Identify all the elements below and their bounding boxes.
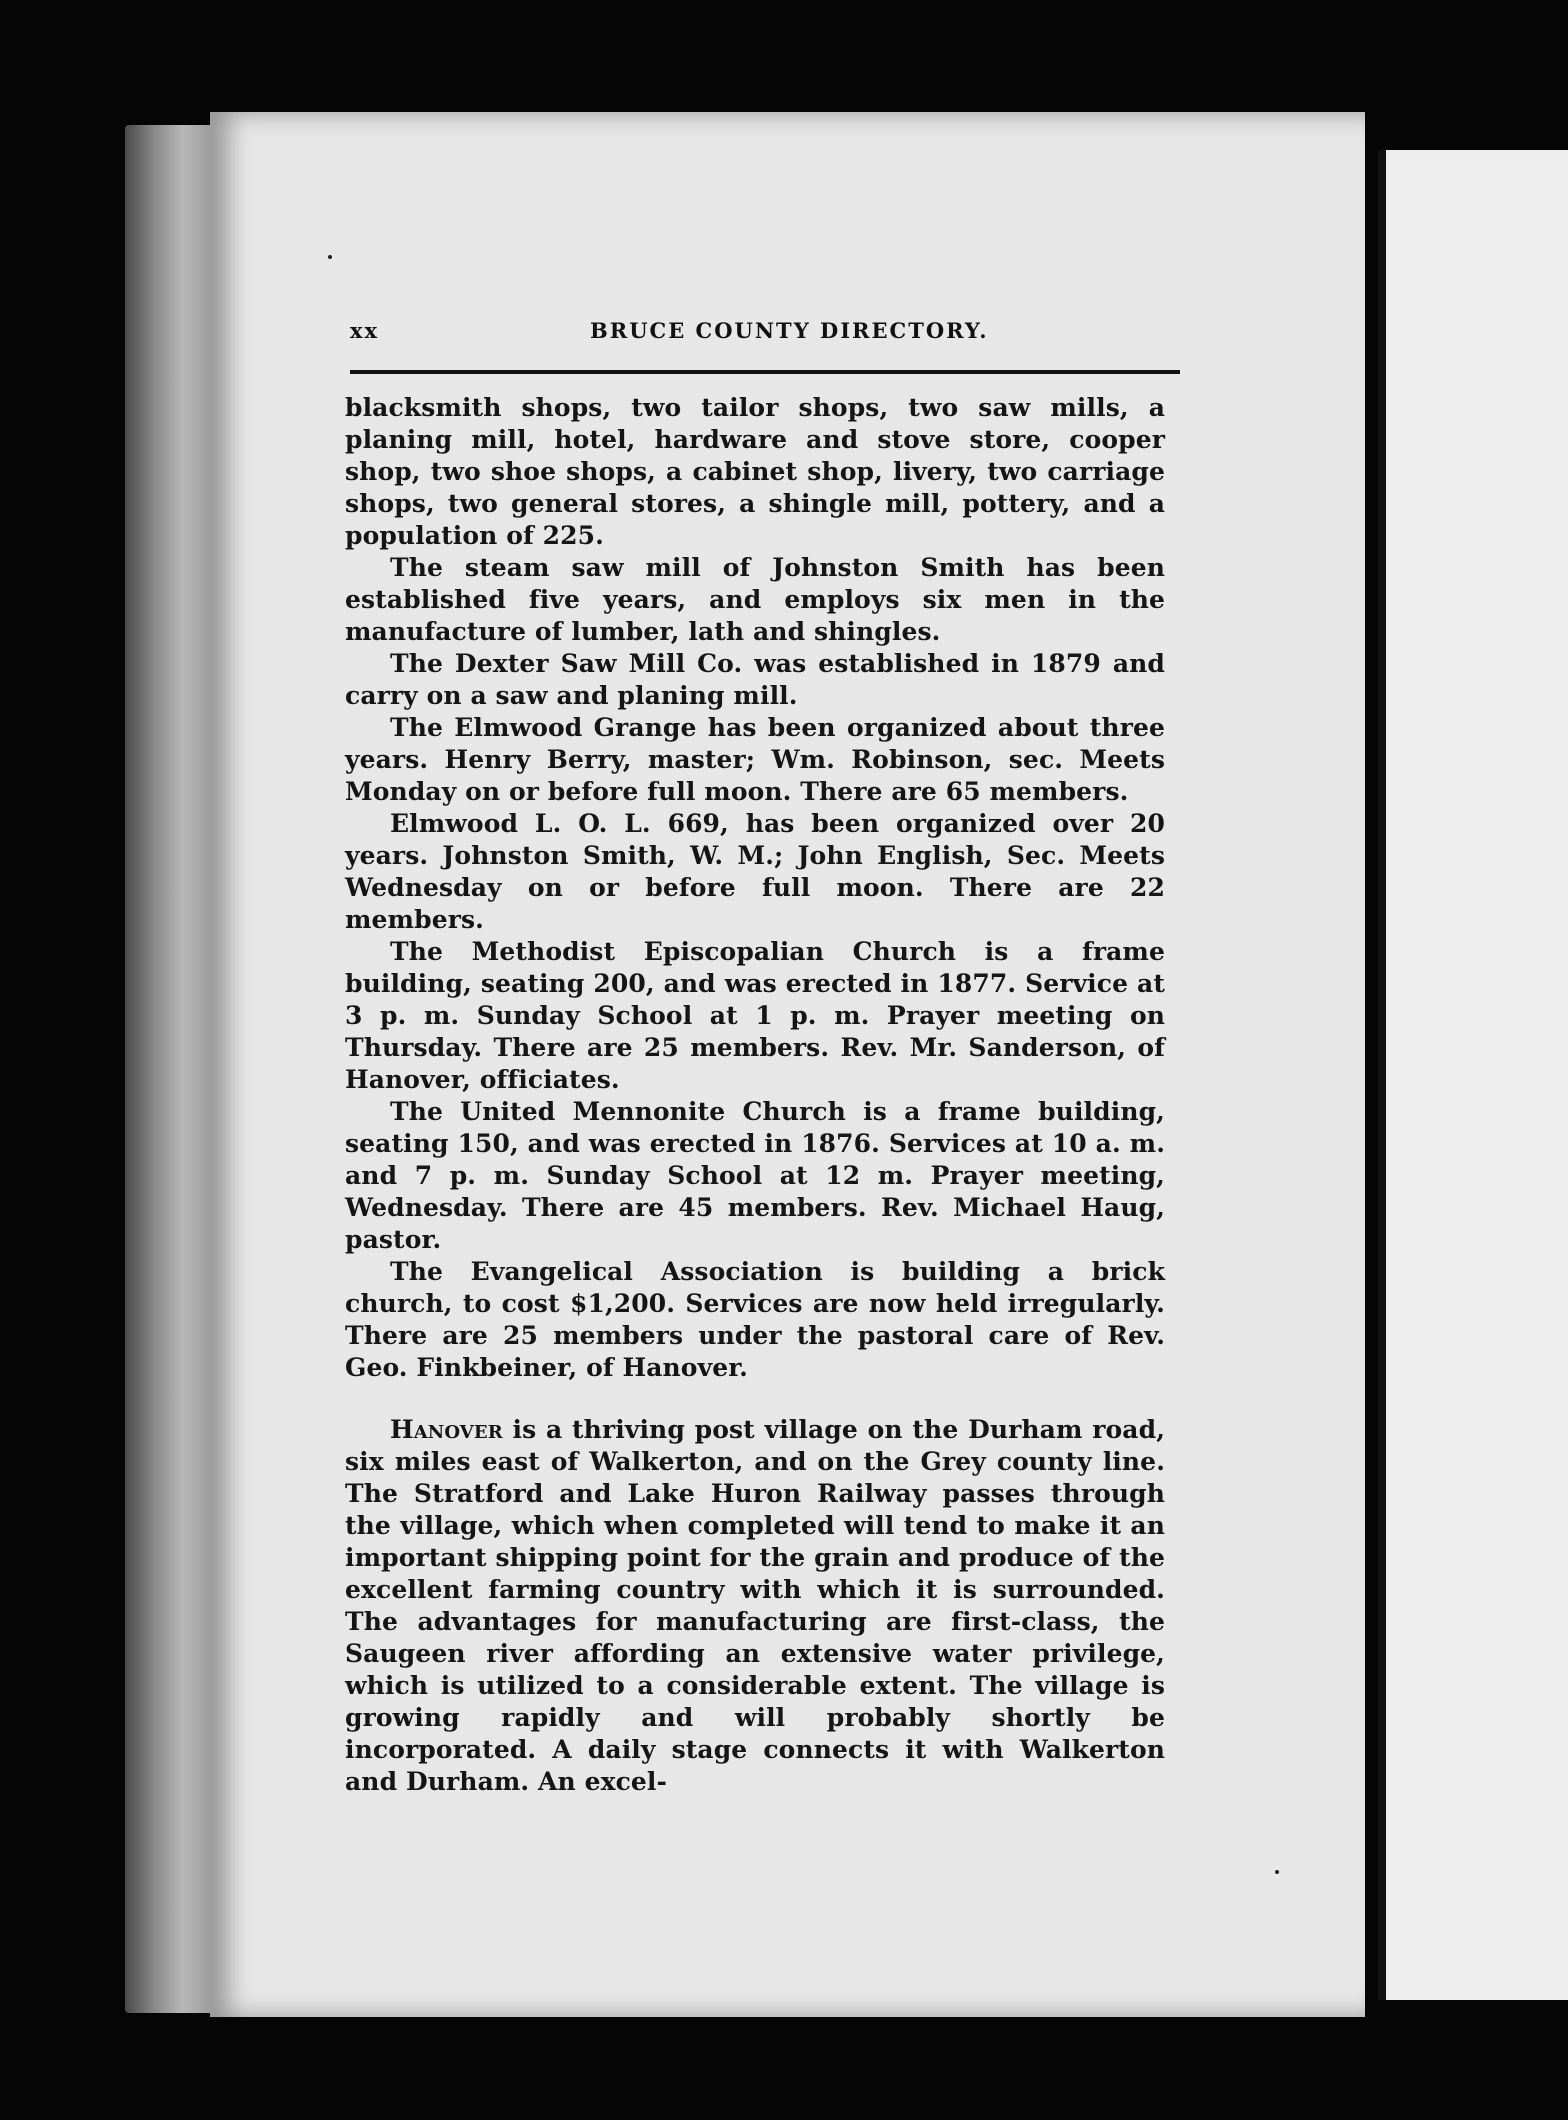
hanover-heading: Hanover	[390, 1415, 503, 1444]
section-gap	[345, 1384, 1165, 1414]
page-header	[350, 318, 1180, 358]
adjacent-page	[1378, 150, 1568, 2000]
paragraph-evangelical-association: The Evangelical Association is building a brick church, to cost $1,200. Services are now held irregularly. There are 25 members under the pastoral care of Rev. Geo. Finkbeiner, of Hanover.	[345, 1257, 1165, 1382]
page-speck	[328, 255, 332, 259]
paragraph-elmwood-lol: Elmwood L. O. L. 669, has been organized over 20 years. Johnston Smith, W. M.; John English, Sec. Meets Wednesday on or before full moon. There are 22 members.	[345, 809, 1165, 934]
paragraph-hanover	[345, 1414, 1165, 1798]
paragraph-elmwood-grange: The Elmwood Grange has been organized about three years. Henry Berry, master; Wm. Robinson, sec. Meets Monday on or before full moon. There are 65 members.	[345, 713, 1165, 806]
paragraph-mennonite-church: The United Mennonite Church is a frame building, seating 150, and was erected in 1876. Services at 10 a. m. and 7 p. m. Sunday School at 12 m. Prayer meeting, Wednesday. There are 45 members. Rev. Michael Haug, pastor.	[345, 1097, 1165, 1254]
header-rule	[350, 370, 1180, 374]
paragraph-methodist-church: The Methodist Episcopalian Church is a frame building, seating 200, and was erected in 1877. Service at 3 p. m. Sunday School at 1 p. m. Prayer meeting on Thursday. There are 25 members. Rev. Mr. Sanderson, of Hanover, officiates.	[345, 937, 1165, 1094]
directory-text	[345, 392, 1165, 1798]
hanover-description: is a thriving post village on the Durham road, six miles east of Walkerton, and on the Grey county line. The Stratford and Lake Huron Railway passes through the village, which when completed will tend to make it an important shipping point for the grain and produce of the excellent farming country with which it is surrounded. The advantages for manufacturing are first-class, the Saugeen river affording an extensive water privilege, which is utilized to a considerable extent. The village is growing rapidly and will probably shortly be incorporated. A daily stage connects it with Walkerton and Durham. An excel-	[345, 1415, 1165, 1796]
paragraph-steam-saw-mill: The steam saw mill of Johnston Smith has been established five years, and employs six men in the manufacture of lumber, lath and shingles.	[345, 553, 1165, 646]
paragraph-continuation: blacksmith shops, two tailor shops, two saw mills, a planing mill, hotel, hardware and stove store, cooper shop, two shoe shops, a cabinet shop, livery, two carriage shops, two general stores, a shingle mill, pottery, and a population of 225.	[345, 393, 1165, 550]
page-number: xx	[350, 318, 380, 343]
running-title: BRUCE COUNTY DIRECTORY.	[590, 318, 989, 343]
page-speck	[1275, 1870, 1279, 1874]
paragraph-dexter-saw-mill: The Dexter Saw Mill Co. was established in 1879 and carry on a saw and planing mill.	[345, 649, 1165, 710]
